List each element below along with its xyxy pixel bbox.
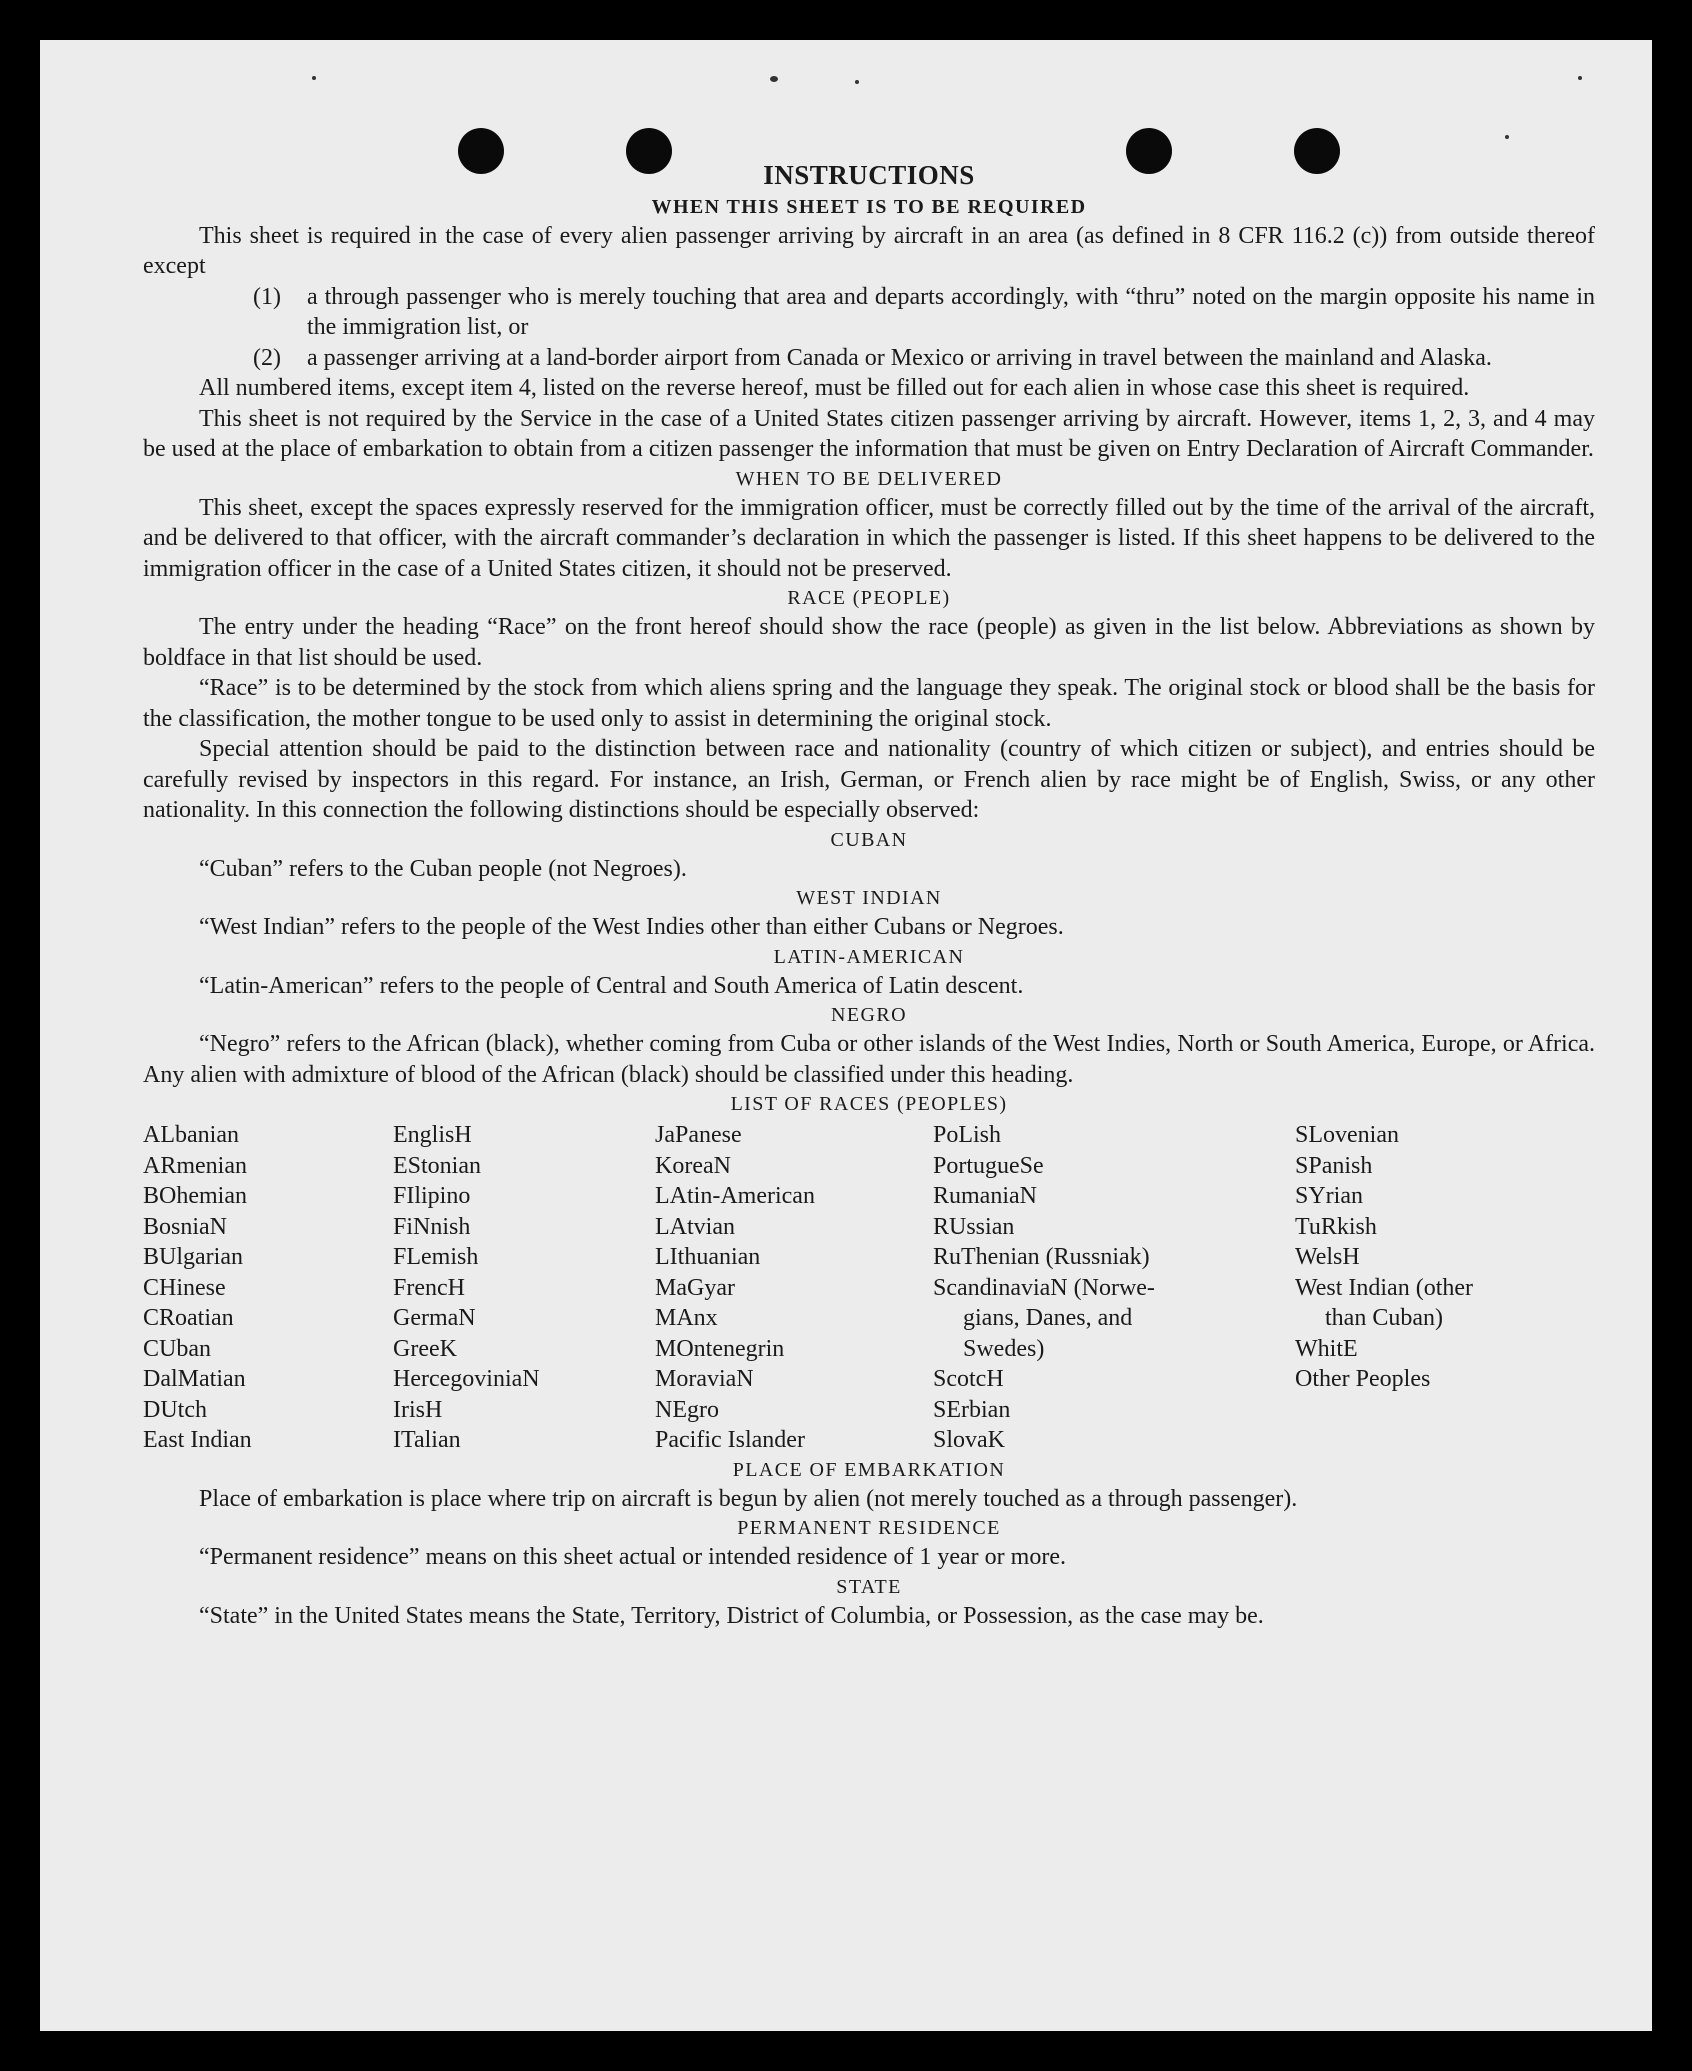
races-column (933, 1120, 1295, 1456)
paragraph: This sheet is required in the case of every alien passenger arriving by aircraft in an area (as defined in 8 CFR 116.2 (c)) from outside thereof except (143, 222, 1595, 279)
list-item (143, 282, 1595, 343)
race-entry: BosniaN (143, 1213, 227, 1240)
race-entry: FrencH (393, 1274, 465, 1301)
heading-when-required: WHEN THIS SHEET IS TO BE REQUIRED (651, 195, 1087, 218)
speck (1578, 76, 1582, 80)
race-entry: SErbian (933, 1396, 1011, 1423)
speck (770, 76, 778, 82)
race-entry: gians, Danes, and (963, 1305, 1133, 1331)
item-number: (1) (253, 283, 281, 310)
race-entry: DalMatian (143, 1366, 246, 1392)
race-entry: PoLish (933, 1122, 1002, 1148)
race-entry: JaPanese (655, 1122, 742, 1148)
heading-permanent-residence: PERMANENT RESIDENCE (737, 1517, 1001, 1539)
race-entry: FLemish (393, 1244, 479, 1270)
race-entry: SLovenian (1295, 1122, 1399, 1148)
race-entry: GermaN (393, 1305, 476, 1331)
paragraph: “Race” is to be determined by the stock from which aliens spring and the language they speak. The original stock or blood shall be the basis for the classification, the mother tongue to be used only to assist in determining the original stock. (143, 675, 1595, 732)
paragraph: “State” in the United States means the State, Territory, District of Columbia, or Possession, as the case may be. (199, 1602, 1264, 1629)
race-entry: SlovaK (933, 1427, 1005, 1453)
race-entry: ScandinaviaN (Norwe- (933, 1274, 1155, 1301)
races-column (393, 1120, 655, 1456)
race-entry: LAtvian (655, 1213, 735, 1240)
race-entry: TuRkish (1295, 1213, 1377, 1240)
race-entry: Swedes) (963, 1335, 1045, 1362)
races-column (143, 1120, 393, 1456)
paragraph: The entry under the heading “Race” on the front hereof should show the race (people) as given in the list below. Abbreviations as shown by boldface in that list should be used. (143, 614, 1595, 671)
races-column (1295, 1120, 1595, 1456)
race-entry: West Indian (other (1295, 1274, 1474, 1301)
race-entry: MOntenegrin (655, 1335, 785, 1362)
race-entry: EStonian (393, 1152, 481, 1179)
race-entry: FiNnish (393, 1213, 471, 1240)
item-number: (2) (253, 344, 281, 371)
paragraph: Place of embarkation is place where trip on aircraft is begun by alien (not merely touched as a through passenger). (199, 1485, 1298, 1512)
document-page (40, 40, 1652, 2031)
heading-west-indian: WEST INDIAN (796, 887, 942, 909)
heading-race: RACE (PEOPLE) (787, 587, 951, 609)
race-entry: Other Peoples (1295, 1366, 1431, 1392)
race-entry: RumaniaN (933, 1183, 1037, 1209)
heading-negro: NEGRO (831, 1004, 907, 1026)
race-entry: LIthuanian (655, 1244, 761, 1270)
heading-state: STATE (836, 1575, 902, 1598)
paragraph: “Latin-American” refers to the people of Central and South America of Latin descent. (199, 972, 1024, 999)
race-entry: ARmenian (143, 1152, 247, 1179)
race-entry: WelsH (1295, 1244, 1360, 1270)
paragraph: All numbered items, except item 4, listed on the reverse hereof, must be filled out for each alien in whose case this sheet is required. (199, 375, 1470, 401)
race-entry: ITalian (393, 1427, 461, 1453)
paragraph: This sheet, except the spaces expressly reserved for the immigration officer, must be correctly filled out by the time of the arrival of the aircraft, and be delivered to that officer, with the aircraft commander’s declaration in which the passenger is listed. If this sheet happens to be delivered to the immigration officer in the case of a United States citizen, it should not be preserved. (143, 494, 1595, 582)
heading-latin-american: LATIN-AMERICAN (773, 945, 965, 968)
race-entry: MoraviaN (655, 1366, 754, 1392)
item-text: a passenger arriving at a land-border airport from Canada or Mexico or arriving in travel between the mainland and Alaska. (307, 344, 1492, 371)
race-entry: HercegoviniaN (393, 1366, 540, 1392)
race-entry: Pacific Islander (655, 1427, 805, 1453)
race-entry: LAtin-American (655, 1183, 815, 1209)
races-list (143, 1120, 1595, 1456)
race-entry: CHinese (143, 1274, 226, 1301)
race-entry: FIlipino (393, 1183, 471, 1209)
speck (1505, 135, 1509, 139)
heading-cuban: CUBAN (830, 828, 908, 851)
item-text: a through passenger who is merely touching that area and departs accordingly, with “thru” noted on the margin opposite his name in the immigration list, or (307, 283, 1595, 340)
speck (312, 76, 316, 80)
race-entry: SYrian (1295, 1183, 1363, 1209)
race-entry: East Indian (143, 1427, 252, 1453)
speck (855, 80, 859, 84)
race-entry: than Cuban) (1325, 1305, 1443, 1331)
list-item (143, 343, 1595, 374)
race-entry: BOhemian (143, 1183, 247, 1209)
paragraph: “West Indian” refers to the people of the West Indies other than either Cubans or Negroes. (199, 914, 1064, 940)
paragraph: “Cuban” refers to the Cuban people (not Negroes). (199, 855, 687, 882)
race-entry: KoreaN (655, 1152, 731, 1179)
race-entry: EnglisH (393, 1122, 472, 1148)
paragraph: This sheet is not required by the Service in the case of a United States citizen passenger arriving by aircraft. However, items 1, 2, 3, and 4 may be used at the place of embarkation to obtain from a citizen passenger the information that must be given on Entry Declaration of Aircraft Commander. (143, 405, 1595, 462)
race-entry: RUssian (933, 1213, 1015, 1240)
race-entry: ALbanian (143, 1122, 239, 1148)
heading-embarkation: PLACE OF EMBARKATION (732, 1458, 1006, 1481)
races-column (655, 1120, 933, 1456)
race-entry: RuThenian (Russniak) (933, 1244, 1150, 1270)
race-entry: IrisH (393, 1396, 443, 1423)
race-entry: MAnx (655, 1305, 718, 1331)
race-entry: BUlgarian (143, 1244, 243, 1270)
race-entry: PortugueSe (933, 1152, 1044, 1179)
race-entry: SPanish (1295, 1152, 1373, 1179)
race-entry: CRoatian (143, 1305, 234, 1331)
page-title: INSTRUCTIONS (763, 160, 975, 190)
paragraph: “Permanent residence” means on this sheet actual or intended residence of 1 year or more. (199, 1544, 1066, 1570)
race-entry: WhitE (1295, 1335, 1358, 1362)
race-entry: GreeK (393, 1335, 457, 1362)
race-entry: MaGyar (655, 1274, 735, 1301)
instructions-content (143, 160, 1595, 1631)
paragraph: “Negro” refers to the African (black), whether coming from Cuba or other islands of the West Indies, North or South America, Europe, or Africa. Any alien with admixture of blood of the African (black) should be classified under this heading. (143, 1031, 1595, 1088)
heading-when-delivered: WHEN TO BE DELIVERED (735, 467, 1003, 490)
race-entry: CUban (143, 1335, 211, 1362)
heading-list-of-races: LIST OF RACES (PEOPLES) (730, 1093, 1008, 1115)
race-entry: NEgro (655, 1396, 719, 1423)
paragraph: Special attention should be paid to the distinction between race and nationality (country of which citizen or subject), and entries should be carefully revised by inspectors in this regard. For instance, an Irish, German, or French alien by race might be of English, Swiss, or any other nationality. In this connection the following distinctions should be especially observed: (143, 736, 1595, 823)
race-entry: ScotcH (933, 1366, 1004, 1392)
race-entry: DUtch (143, 1396, 207, 1423)
